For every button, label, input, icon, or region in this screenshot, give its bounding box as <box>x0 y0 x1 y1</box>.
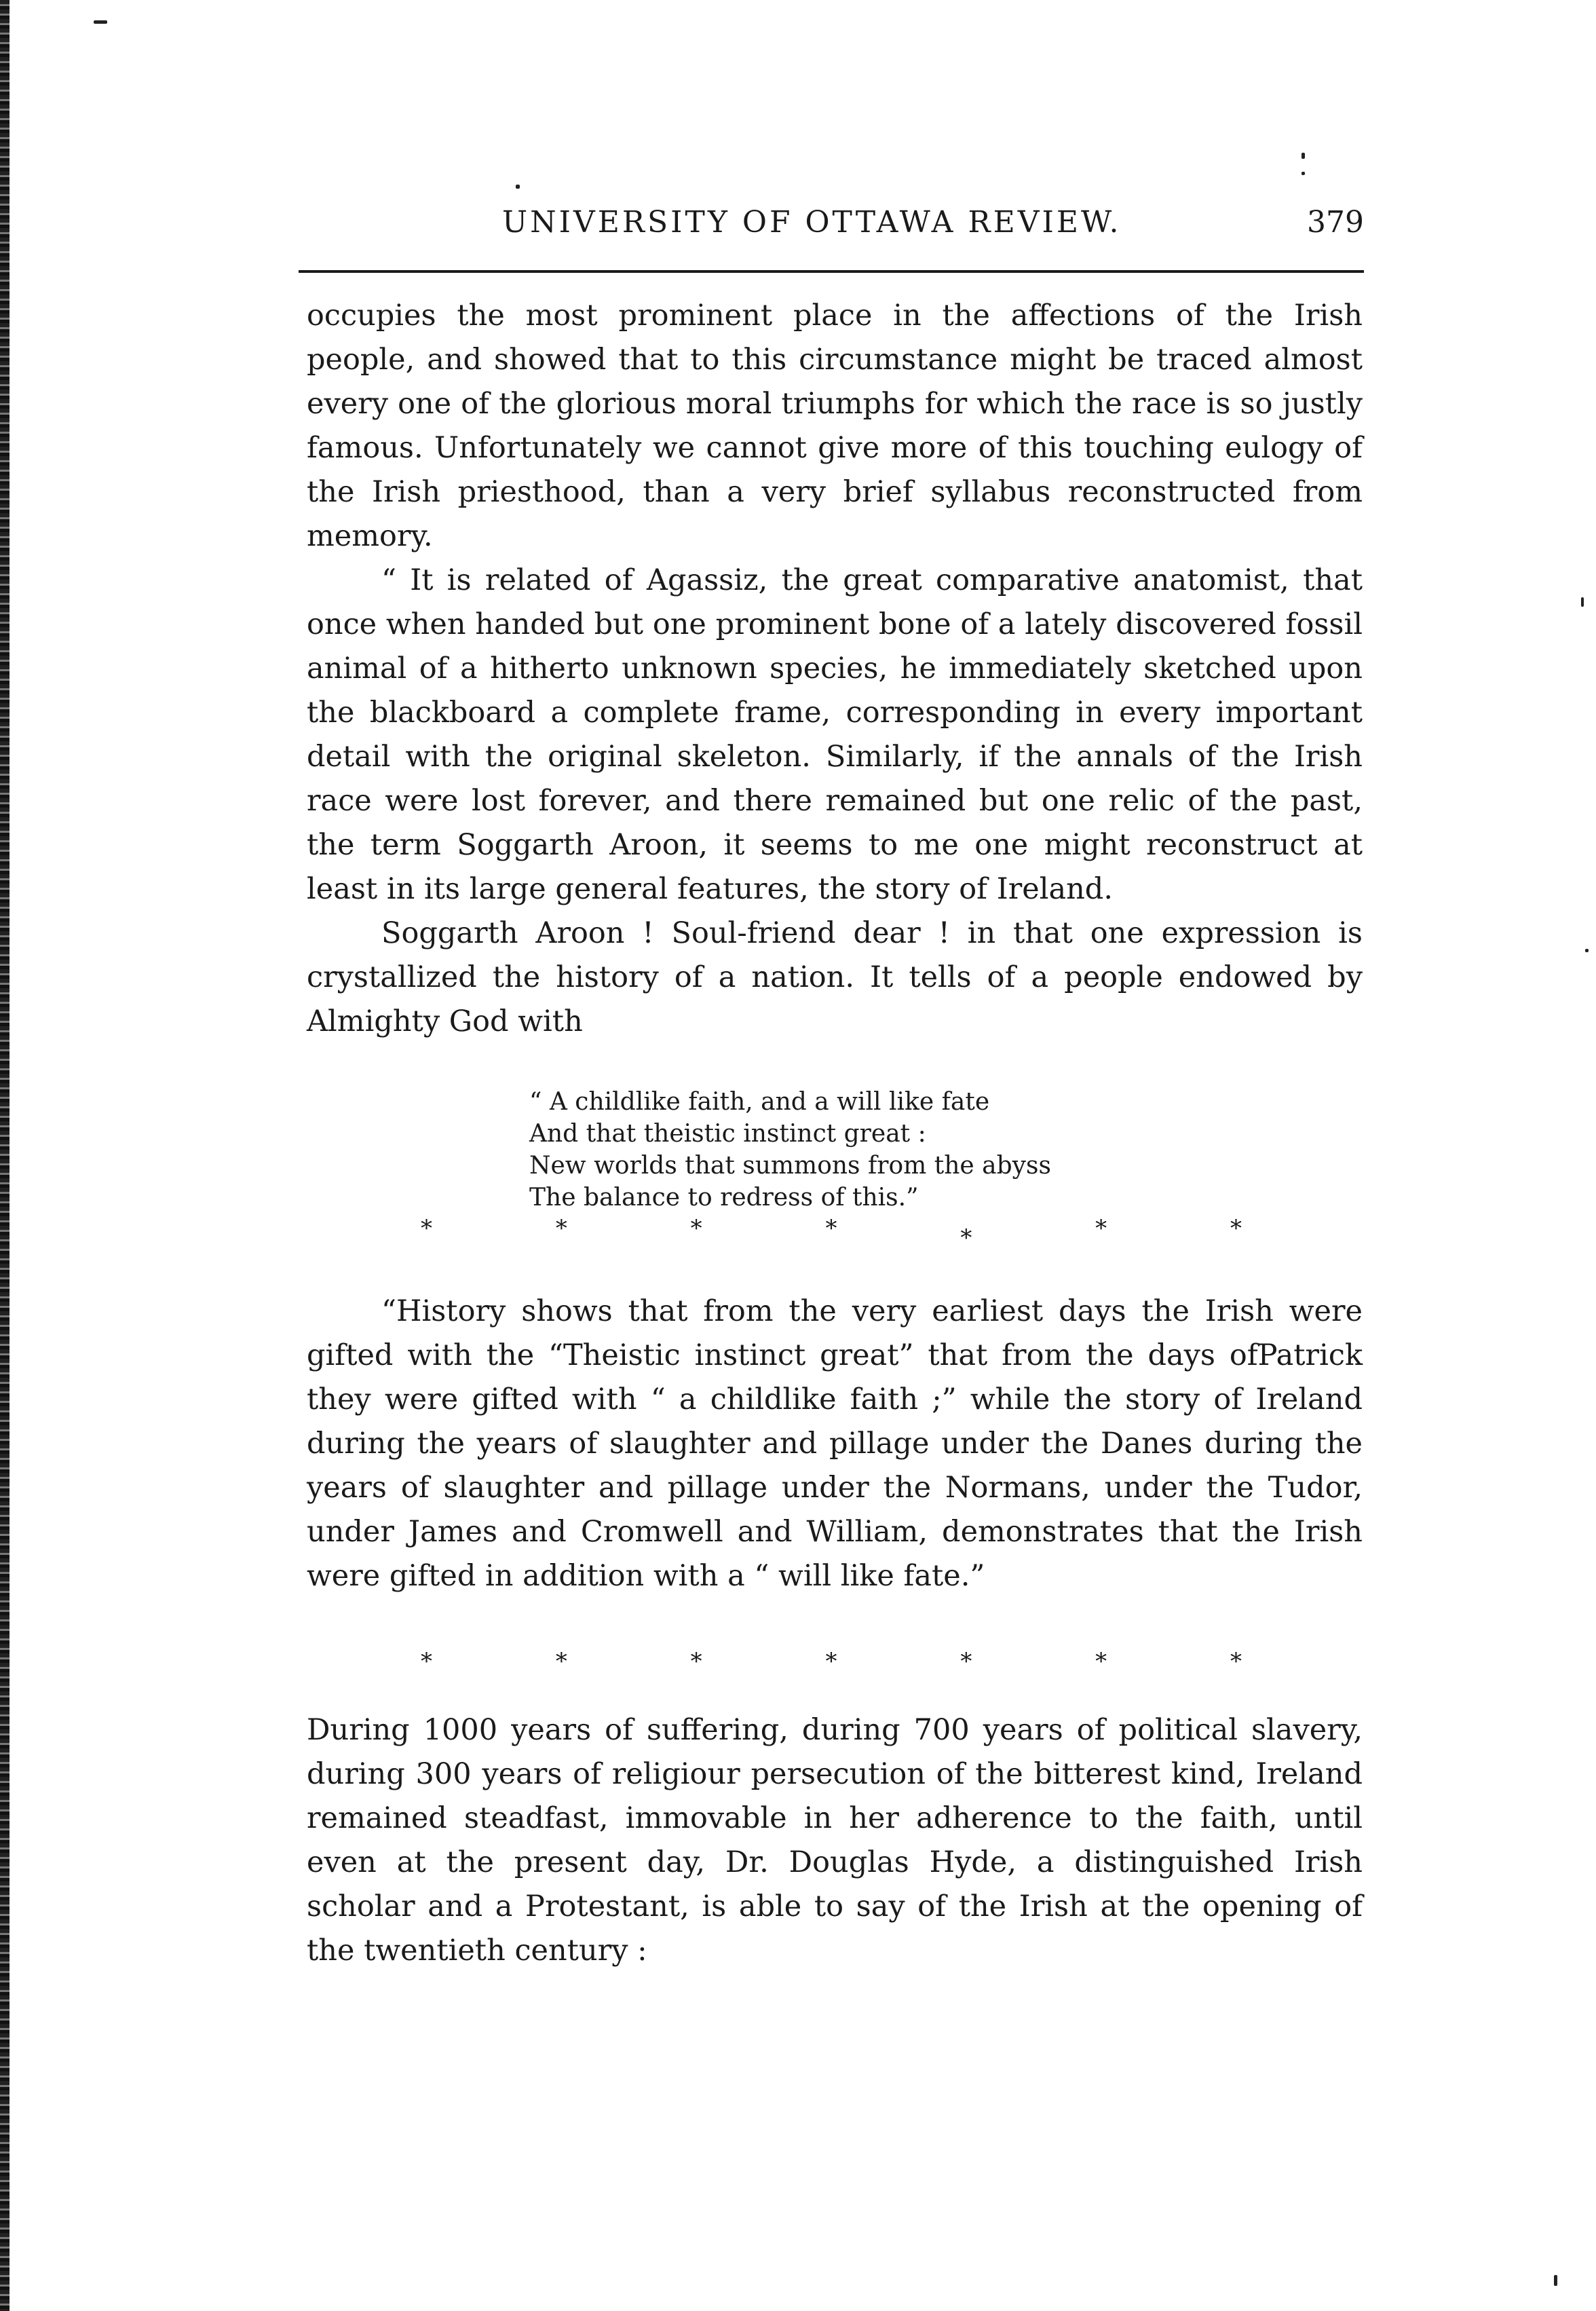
verse-line: “ A childlike faith, and a will like fate <box>529 1088 990 1116</box>
text-block-bottom <box>307 1708 1363 1973</box>
running-header <box>299 198 1364 252</box>
asterisk: * <box>1095 1215 1107 1242</box>
scan-speck <box>1581 597 1584 607</box>
paragraph-soggarth: Soggarth Aroon ! Soul-friend dear ! in that one expression is crystallized the history of a nation. It tells of a people endowed by Almighty God with <box>307 916 1363 1038</box>
verse-line: New worlds that summons from the abyss <box>529 1152 1051 1180</box>
header-rule <box>299 270 1364 273</box>
asterisk: * <box>1230 1215 1242 1242</box>
section-separator <box>421 1648 1242 1675</box>
asterisk: * <box>960 1224 972 1252</box>
asterisk: * <box>1095 1648 1107 1675</box>
page-binding-edge <box>0 0 10 2311</box>
asterisk: * <box>1230 1648 1242 1675</box>
scan-speck <box>1302 172 1305 175</box>
asterisk: * <box>421 1648 432 1675</box>
paragraph-suffering: During 1000 years of suffering, during 700 years of political slavery, during 300 years of religiour persecution of the bitterest kind, Ireland remained steadfast, immovable in her adherence to the faith, until even at the present day, Dr. Douglas Hyde, a distinguished Irish scholar and a Protestant, is able to say of the Irish at the opening of the twentieth century : <box>307 1713 1363 1968</box>
asterisk: * <box>825 1648 837 1675</box>
scan-speck <box>94 20 107 24</box>
asterisk: * <box>421 1215 432 1242</box>
journal-title: UNIVERSITY OF OTTAWA REVIEW. <box>502 205 1122 240</box>
asterisk: * <box>555 1648 567 1675</box>
text-block-history <box>307 1290 1363 1598</box>
scan-speck <box>1554 2275 1557 2286</box>
verse-quotation <box>529 1086 1208 1214</box>
verse-line: The balance to redress of this.” <box>529 1184 919 1211</box>
paragraph-continuation: occupies the most prominent place in the affections of the Irish people, and showed that to this circumstance might be traced almost every one of the glorious moral triumphs for which the race is so justly famous. Unfortunately we cannot give more of this touching eulogy of the Irish priesthood, than a very brief syllabus reconstructed from memory. <box>307 299 1363 553</box>
asterisk: * <box>690 1648 702 1675</box>
asterisk: * <box>960 1648 972 1675</box>
asterisk: * <box>555 1215 567 1242</box>
scan-speck <box>516 185 520 189</box>
text-block-top <box>307 294 1363 1044</box>
page-number: 379 <box>1307 205 1364 240</box>
verse-line: And that theistic instinct great : <box>529 1120 926 1148</box>
asterisk: * <box>690 1215 702 1242</box>
paragraph-history: “History shows that from the very earliest days the Irish were gifted with the “Theistic instinct great” that from the days ofPatrick they were gifted with “ a childlike faith ;” while the story of Ireland during the years of slaughter and pillage under the Danes during the years of slaughter and pillage under the Normans, under the Tudor, under James and Cromwell and William, demonstrates that the Irish were gifted in addition with a “ will like fate.” <box>307 1294 1363 1593</box>
paragraph-agassiz: “ It is related of Agassiz, the great comparative anatomist, that once when handed but one prominent bone of a lately discovered fossil animal of a hitherto unknown species, he immediately sketched upon the blackboard a complete frame, corresponding in every important detail with the original skeleton. Similarly, if the annals of the Irish race were lost forever, and there remained but one relic of the past, the term Soggarth Aroon, it seems to me one might reconstruct at least in its large general features, the story of Ireland. <box>307 563 1363 906</box>
scan-speck <box>1585 949 1589 952</box>
scan-speck <box>1302 153 1305 159</box>
section-separator <box>421 1215 1242 1252</box>
asterisk: * <box>825 1215 837 1242</box>
